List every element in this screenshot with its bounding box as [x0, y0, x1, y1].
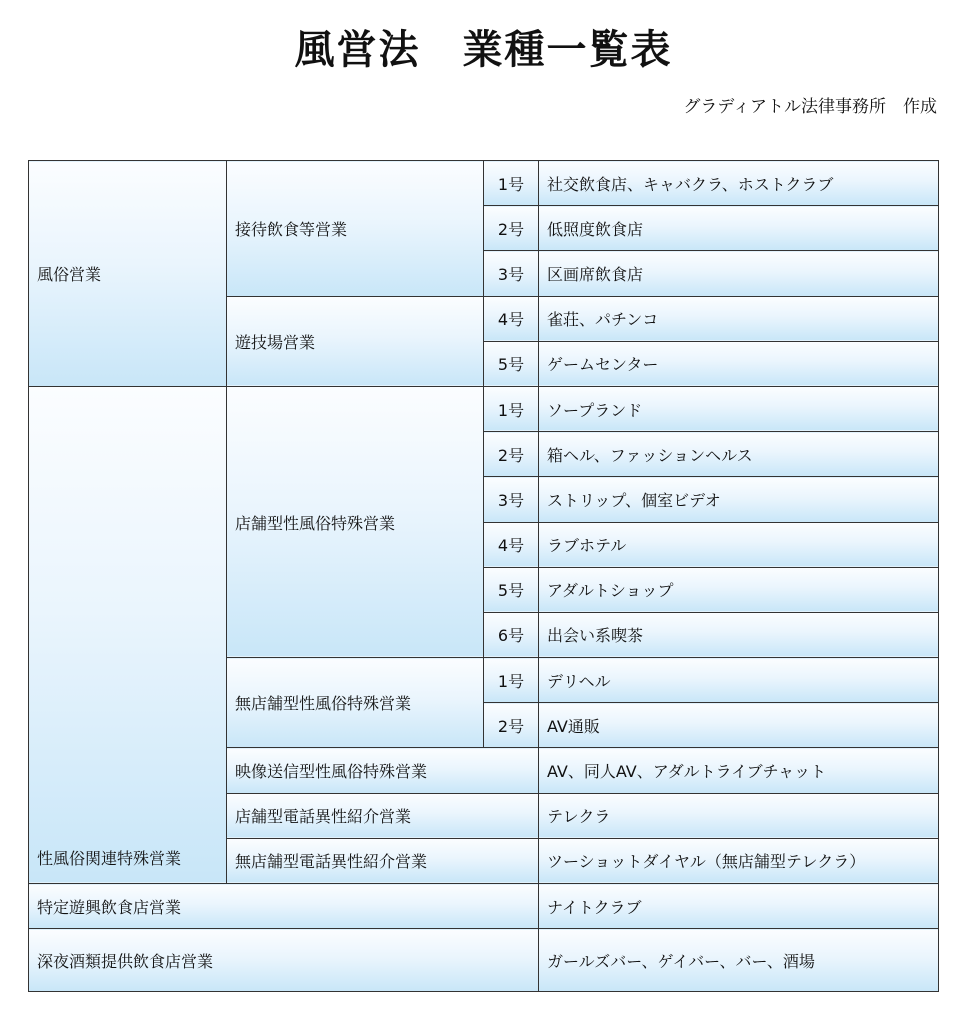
- number-cell: 5号: [484, 341, 539, 386]
- subcategory-cell-eizo: 映像送信型性風俗特殊営業: [227, 748, 539, 793]
- number-cell: 4号: [484, 522, 539, 567]
- business-type-table: [28, 160, 939, 992]
- table-row: [29, 929, 939, 992]
- author-credit: グラディアトル法律事務所 作成: [683, 97, 937, 117]
- number-cell: 2号: [484, 432, 539, 477]
- example-cell: アダルトショップ: [539, 567, 939, 612]
- category-cell-tokutei: 特定遊興飲食店営業: [29, 884, 539, 929]
- number-cell: 2号: [484, 206, 539, 251]
- example-cell: 箱ヘル、ファッションヘルス: [539, 432, 939, 477]
- example-cell: AV、同人AV、アダルトライブチャット: [539, 748, 939, 793]
- number-cell: 6号: [484, 612, 539, 657]
- example-cell: ソープランド: [539, 386, 939, 431]
- example-cell: 雀荘、パチンコ: [539, 296, 939, 341]
- example-cell: AV通販: [539, 703, 939, 748]
- subcategory-cell-settai: 接待飲食等営業: [227, 161, 484, 297]
- category-cell-shinya: 深夜酒類提供飲食店営業: [29, 929, 539, 992]
- example-cell: ストリップ、個室ビデオ: [539, 477, 939, 522]
- example-cell: ゲームセンター: [539, 341, 939, 386]
- example-cell: 低照度飲食店: [539, 206, 939, 251]
- category-cell-fuzoku: 風俗営業: [29, 161, 227, 387]
- subcategory-cell-tenpo: 店舗型性風俗特殊営業: [227, 386, 484, 657]
- number-cell: 3号: [484, 251, 539, 296]
- example-cell: ガールズバー、ゲイバー、バー、酒場: [539, 929, 939, 992]
- category-cell-seifuzoku: 性風俗関連特殊営業: [29, 386, 227, 883]
- example-cell: ラブホテル: [539, 522, 939, 567]
- example-cell: デリヘル: [539, 658, 939, 703]
- example-cell: テレクラ: [539, 793, 939, 838]
- example-cell: 社交飲食店、キャバクラ、ホストクラブ: [539, 161, 939, 206]
- number-cell: 1号: [484, 386, 539, 431]
- subcategory-cell-yugi: 遊技場営業: [227, 296, 484, 386]
- subcategory-cell-tel-mutenpo: 無店舗型電話異性紹介営業: [227, 838, 539, 883]
- number-cell: 4号: [484, 296, 539, 341]
- table-row: [29, 386, 939, 431]
- number-cell: 5号: [484, 567, 539, 612]
- subcategory-cell-mutenpo: 無店舗型性風俗特殊営業: [227, 658, 484, 748]
- subcategory-cell-tel-tenpo: 店舗型電話異性紹介営業: [227, 793, 539, 838]
- table-row: [29, 884, 939, 929]
- example-cell: 区画席飲食店: [539, 251, 939, 296]
- number-cell: 1号: [484, 658, 539, 703]
- page-title: 風営法 業種一覧表: [294, 27, 673, 73]
- example-cell: ナイトクラブ: [539, 884, 939, 929]
- table-row: [29, 161, 939, 206]
- example-cell: ツーショットダイヤル（無店舗型テレクラ）: [539, 838, 939, 883]
- example-cell: 出会い系喫茶: [539, 612, 939, 657]
- number-cell: 2号: [484, 703, 539, 748]
- number-cell: 3号: [484, 477, 539, 522]
- number-cell: 1号: [484, 161, 539, 206]
